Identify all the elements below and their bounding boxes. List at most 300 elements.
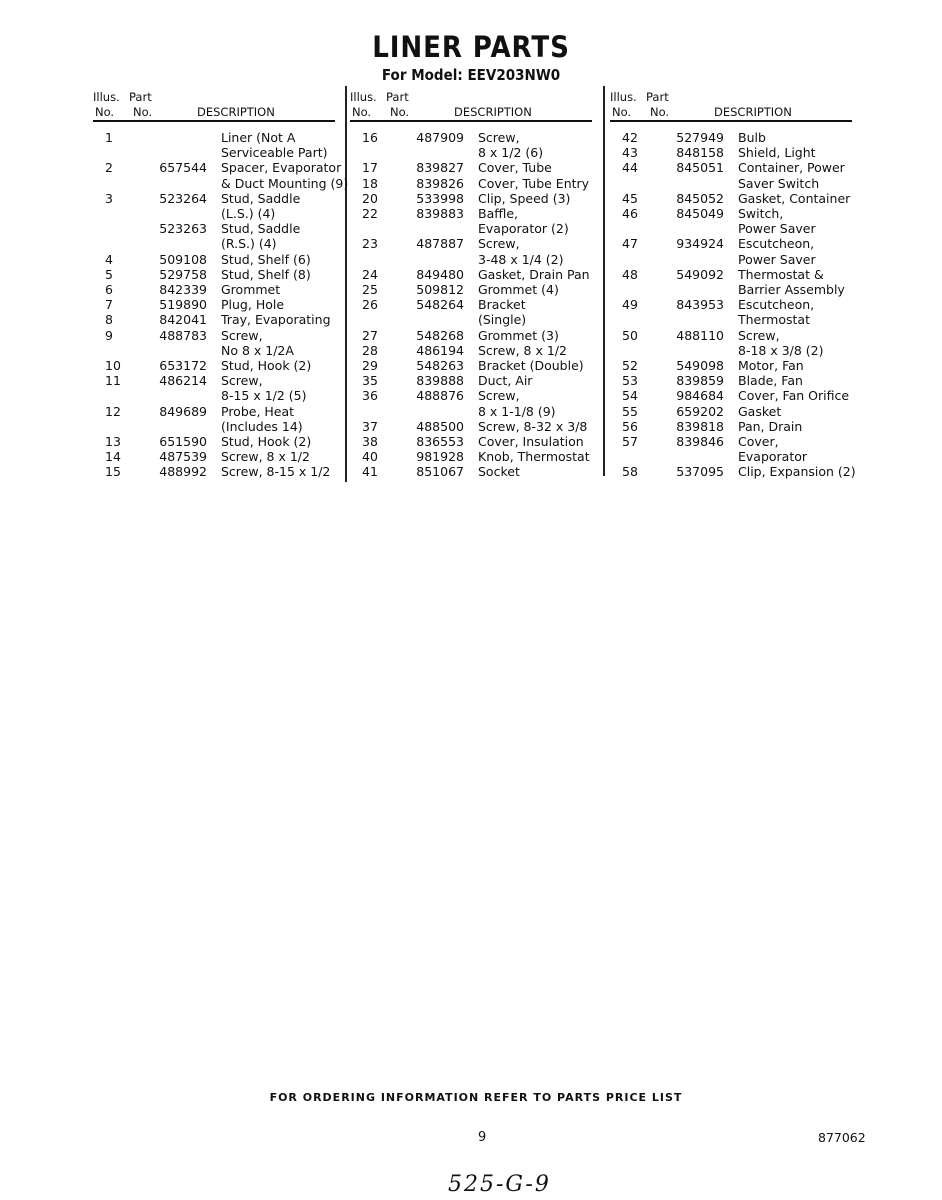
illus-number: 27 [362, 327, 378, 343]
description-line: 3-48 x 1/4 (2) [478, 251, 564, 267]
description [221, 434, 346, 449]
illus-number: 25 [362, 282, 378, 298]
parts-row [93, 434, 346, 449]
description-line: Screw, 8 x 1/2 [478, 342, 567, 358]
header-no: No. [95, 105, 115, 119]
description [478, 419, 603, 434]
description [478, 388, 603, 418]
part-number: 548264 [416, 297, 464, 313]
description-line: Blade, Fan [738, 373, 803, 389]
parts-row [93, 252, 346, 267]
part-number [145, 130, 221, 160]
description-line: Cover, [738, 434, 779, 450]
parts-row [93, 312, 346, 327]
illus-number: 41 [362, 464, 378, 480]
parts-row [350, 328, 603, 343]
part-number: 836553 [416, 434, 464, 450]
part-number: 549092 [676, 266, 724, 282]
header-no2: No. [133, 105, 153, 119]
description-line: Duct, Air [478, 373, 533, 389]
description-line: 8 x 1-1/8 (9) [478, 403, 556, 419]
parts-row [93, 267, 346, 282]
part-number: 509812 [416, 282, 464, 298]
parts-row [93, 404, 346, 434]
description [221, 267, 346, 282]
parts-row [350, 236, 603, 266]
parts-row [93, 160, 349, 191]
description [221, 160, 349, 191]
part-number: 839818 [676, 418, 724, 434]
description-line: Screw, 8-15 x 1/2 [221, 464, 331, 480]
illus-number: 37 [362, 418, 378, 434]
illus-number: 47 [622, 236, 638, 252]
description-line: Screw, [738, 327, 780, 343]
part-number: 486194 [416, 342, 464, 358]
part-number: 981928 [416, 449, 464, 465]
illus-number: 7 [105, 297, 113, 313]
description [738, 160, 863, 190]
description-line: Container, Power [738, 160, 845, 176]
part-number: 487887 [416, 236, 464, 252]
description [221, 449, 346, 464]
illus-number [93, 221, 145, 251]
parts-row [93, 297, 346, 312]
illus-number: 18 [362, 175, 378, 191]
header-description: DESCRIPTION [714, 105, 792, 119]
illus-number: 22 [362, 206, 378, 222]
parts-column-2 [350, 86, 603, 480]
illus-number: 14 [105, 449, 121, 465]
illus-number: 8 [105, 312, 113, 328]
illus-number: 36 [362, 388, 378, 404]
description [738, 419, 863, 434]
description-line: Grommet [221, 282, 281, 298]
part-number: 651590 [159, 434, 207, 450]
illus-number: 43 [622, 145, 638, 161]
description-line: Stud, Shelf (8) [221, 266, 311, 282]
description-line: Gasket, Drain Pan [478, 266, 590, 282]
illus-number: 52 [622, 358, 638, 374]
description [738, 328, 863, 358]
description-line: Grommet (4) [478, 282, 559, 298]
header-part: Part [386, 90, 409, 104]
description-line: Knob, Thermostat [478, 449, 590, 465]
part-number: 839826 [416, 175, 464, 191]
part-number: 842041 [159, 312, 207, 328]
illus-number: 17 [362, 160, 378, 176]
part-number: 488783 [159, 327, 207, 343]
parts-row [610, 191, 863, 206]
description-line: (L.S.) (4) [221, 206, 276, 222]
description [478, 328, 603, 343]
description-line: Stud, Saddle [221, 221, 301, 237]
description-line: Bulb [738, 130, 766, 145]
part-number: 659202 [676, 403, 724, 419]
part-number: 839846 [676, 434, 724, 450]
description-line: Thermostat & [738, 266, 824, 282]
illus-number: 55 [622, 403, 638, 419]
description-line: Evaporator (2) [478, 221, 569, 237]
parts-row [610, 236, 863, 266]
description-line: 8-15 x 1/2 (5) [221, 388, 307, 404]
part-number: 845051 [676, 160, 724, 176]
header-rule [93, 120, 335, 122]
illus-number: 48 [622, 266, 638, 282]
description-line: Evaporator [738, 449, 808, 465]
part-number: 842339 [159, 282, 207, 298]
parts-row [610, 206, 863, 236]
description [221, 328, 346, 358]
page-title: LINER PARTS [372, 30, 570, 64]
illus-number: 28 [362, 342, 378, 358]
description-line: Spacer, Evaporator [221, 160, 342, 176]
parts-column-3 [610, 86, 863, 480]
description-line: Socket [478, 464, 520, 480]
part-number: 519890 [159, 297, 207, 313]
illus-number: 58 [622, 464, 638, 480]
parts-row [610, 419, 863, 434]
description-line: Stud, Saddle [221, 190, 301, 206]
description-line: Plug, Hole [221, 297, 285, 313]
description [478, 267, 603, 282]
description-line: Clip, Expansion (2) [738, 464, 856, 480]
description-line: No 8 x 1/2A [221, 342, 294, 358]
description [738, 267, 863, 297]
header-no: No. [612, 105, 632, 119]
description-line: Bracket (Double) [478, 358, 584, 374]
part-number: 839859 [676, 373, 724, 389]
illus-number: 50 [622, 327, 638, 343]
parts-row [93, 191, 346, 221]
description [478, 176, 603, 191]
description [221, 464, 346, 479]
illus-number: 45 [622, 190, 638, 206]
header-rule [610, 120, 852, 122]
illus-number: 57 [622, 434, 638, 450]
description [478, 206, 603, 236]
illus-number: 23 [362, 236, 378, 252]
illus-number: 29 [362, 358, 378, 374]
part-number: 488992 [159, 464, 207, 480]
description [738, 206, 863, 236]
description-line: Escutcheon, [738, 236, 815, 252]
description-line: Liner (Not A [221, 130, 296, 145]
description-line: Saver Switch [738, 175, 820, 191]
parts-row [350, 358, 603, 373]
description-line: Screw, [478, 130, 520, 145]
description [221, 373, 346, 403]
description-line: Power Saver [738, 251, 816, 267]
illus-number: 6 [105, 282, 113, 298]
header-illus: Illus. [93, 90, 120, 104]
description [221, 282, 346, 297]
illus-number: 56 [622, 418, 638, 434]
part-number: 529758 [159, 266, 207, 282]
part-number: 523264 [159, 190, 207, 206]
description-line: Thermostat [738, 312, 810, 328]
description [221, 191, 346, 221]
column-header [93, 86, 346, 122]
parts-row [93, 464, 346, 479]
parts-row [610, 404, 863, 419]
parts-row [350, 388, 603, 418]
description-line: Probe, Heat [221, 403, 295, 419]
illus-number: 26 [362, 297, 378, 313]
part-number: 549098 [676, 358, 724, 374]
description [478, 236, 603, 266]
description [738, 236, 863, 266]
parts-row [350, 176, 603, 191]
description [738, 434, 863, 464]
ordering-note: FOR ORDERING INFORMATION REFER TO PARTS PRICE LIST [269, 1091, 683, 1104]
part-number: 851067 [416, 464, 464, 480]
description [738, 373, 863, 388]
description [478, 464, 603, 479]
illus-number: 15 [105, 464, 121, 480]
part-number: 653172 [159, 358, 207, 374]
illus-number: 3 [105, 190, 113, 206]
parts-row [93, 130, 346, 160]
parts-row [93, 328, 346, 358]
description-line: Grommet (3) [478, 327, 559, 343]
description-line: Switch, [738, 206, 784, 222]
parts-row [93, 449, 346, 464]
description-line: Stud, Hook (2) [221, 434, 312, 450]
parts-row [350, 449, 603, 464]
description [221, 404, 346, 434]
parts-row [93, 358, 346, 373]
parts-row [350, 434, 603, 449]
header-description: DESCRIPTION [454, 105, 532, 119]
column-header [610, 86, 863, 122]
description-line: Power Saver [738, 221, 816, 237]
page-number: 9 [478, 1130, 487, 1145]
parts-row [350, 282, 603, 297]
parts-row [610, 130, 863, 145]
description-line: Stud, Hook (2) [221, 358, 312, 374]
description-line: Clip, Speed (3) [478, 190, 571, 206]
description [478, 449, 603, 464]
description-line: Gasket, Container [738, 190, 851, 206]
part-number: 839888 [416, 373, 464, 389]
illus-number: 40 [362, 449, 378, 465]
description [738, 464, 863, 479]
illus-number: 10 [105, 358, 121, 374]
description [478, 282, 603, 297]
description [478, 358, 603, 373]
description-line: 8 x 1/2 (6) [478, 145, 544, 161]
description [738, 297, 863, 327]
parts-row [610, 434, 863, 464]
parts-row [350, 130, 603, 160]
part-number: 548263 [416, 358, 464, 374]
illus-number: 24 [362, 266, 378, 282]
description-line: Baffle, [478, 206, 518, 222]
part-number: 839883 [416, 206, 464, 222]
illus-number: 5 [105, 266, 113, 282]
header-part: Part [129, 90, 152, 104]
part-number: 839827 [416, 160, 464, 176]
parts-row [610, 267, 863, 297]
illus-number: 11 [105, 373, 121, 389]
part-number: 984684 [676, 388, 724, 404]
description-line: & Duct Mounting (9) [221, 175, 349, 191]
parts-row [350, 206, 603, 236]
description [221, 312, 346, 327]
part-number: 488110 [676, 327, 724, 343]
illus-number: 1 [105, 130, 113, 145]
description-line: Cover, Tube [478, 160, 552, 176]
description-line: Escutcheon, [738, 297, 815, 313]
part-number: 488876 [416, 388, 464, 404]
description-line: Pan, Drain [738, 418, 803, 434]
part-number: 845052 [676, 190, 724, 206]
description [221, 130, 346, 160]
column-header [350, 86, 603, 122]
part-number: 849480 [416, 266, 464, 282]
description-line: Cover, Tube Entry [478, 175, 590, 191]
description [478, 130, 603, 160]
document-code: 877062 [818, 1130, 866, 1145]
header-part: Part [646, 90, 669, 104]
description [478, 160, 603, 175]
header-no2: No. [650, 105, 670, 119]
model-subtitle: For Model: EEV203NW0 [381, 66, 561, 84]
parts-row [610, 328, 863, 358]
parts-row [350, 267, 603, 282]
part-number: 657544 [159, 160, 207, 176]
parts-row [350, 343, 603, 358]
part-number: 548268 [416, 327, 464, 343]
parts-row [350, 419, 603, 434]
part-number: 527949 [676, 130, 724, 145]
parts-column-1 [93, 86, 349, 480]
part-number: 509108 [159, 251, 207, 267]
description-line: Bracket [478, 297, 526, 313]
parts-row [610, 160, 863, 190]
illus-number: 38 [362, 434, 378, 450]
parts-row [350, 191, 603, 206]
header-no2: No. [390, 105, 410, 119]
illus-number: 13 [105, 434, 121, 450]
parts-row [610, 145, 863, 160]
description-line: Shield, Light [738, 145, 816, 161]
part-number: 845049 [676, 206, 724, 222]
description [221, 297, 346, 312]
part-number: 843953 [676, 297, 724, 313]
description-line: Motor, Fan [738, 358, 804, 374]
description-line: Screw, [478, 388, 520, 404]
description [738, 145, 863, 160]
illus-number: 54 [622, 388, 638, 404]
parts-row [610, 373, 863, 388]
header-rule [350, 120, 592, 122]
description-line: (R.S.) (4) [221, 236, 277, 252]
part-number: 487539 [159, 449, 207, 465]
illus-number: 53 [622, 373, 638, 389]
description [221, 252, 346, 267]
illus-number: 2 [105, 160, 113, 176]
part-number: 488500 [416, 418, 464, 434]
description [478, 191, 603, 206]
description-line: Screw, [478, 236, 520, 252]
description-line: Cover, Insulation [478, 434, 584, 450]
illus-number: 44 [622, 160, 638, 176]
description [221, 358, 346, 373]
description-line: Screw, 8-32 x 3/8 [478, 418, 588, 434]
part-number: 523263 [159, 221, 207, 237]
description [738, 191, 863, 206]
illus-number: 4 [105, 251, 113, 267]
part-number: 849689 [159, 403, 207, 419]
illus-number: 46 [622, 206, 638, 222]
description-line: Stud, Shelf (6) [221, 251, 311, 267]
description-line: Cover, Fan Orifice [738, 388, 850, 404]
description-line: 8-18 x 3/8 (2) [738, 342, 824, 358]
description [478, 434, 603, 449]
illus-number: 12 [105, 403, 121, 419]
description-line: Barrier Assembly [738, 282, 845, 298]
description-line: Serviceable Part) [221, 145, 328, 161]
parts-row [350, 464, 603, 479]
description [478, 343, 603, 358]
parts-row [93, 373, 346, 403]
illus-number: 35 [362, 373, 378, 389]
parts-row [350, 160, 603, 175]
description-line: Screw, 8 x 1/2 [221, 449, 310, 465]
description [738, 358, 863, 373]
part-number: 537095 [676, 464, 724, 480]
part-number: 487909 [416, 130, 464, 145]
header-illus: Illus. [610, 90, 637, 104]
parts-row [93, 282, 346, 297]
description [221, 221, 346, 251]
illus-number: 9 [105, 327, 113, 343]
parts-row [610, 297, 863, 327]
description-line: (Includes 14) [221, 418, 303, 434]
parts-row [93, 221, 346, 251]
handwritten-note: 525-G-9 [448, 1172, 551, 1197]
header-illus: Illus. [350, 90, 377, 104]
description [738, 388, 863, 403]
description-line: Screw, [221, 373, 263, 389]
header-description: DESCRIPTION [197, 105, 275, 119]
description [738, 404, 863, 419]
part-number: 486214 [159, 373, 207, 389]
description-line: Tray, Evaporating [221, 312, 331, 328]
description-line: Gasket [738, 403, 782, 419]
column-divider [603, 86, 605, 476]
illus-number: 42 [622, 130, 638, 145]
parts-row [350, 373, 603, 388]
description [478, 297, 603, 327]
parts-row [610, 358, 863, 373]
description [478, 373, 603, 388]
illus-number: 49 [622, 297, 638, 313]
parts-row [610, 388, 863, 403]
illus-number: 20 [362, 190, 378, 206]
description [738, 130, 863, 145]
parts-row [610, 464, 863, 479]
parts-row [350, 297, 603, 327]
part-number: 934924 [676, 236, 724, 252]
part-number: 848158 [676, 145, 724, 161]
description-line: Screw, [221, 327, 263, 343]
part-number: 533998 [416, 190, 464, 206]
illus-number: 16 [362, 130, 378, 145]
header-no: No. [352, 105, 372, 119]
description-line: (Single) [478, 312, 527, 328]
